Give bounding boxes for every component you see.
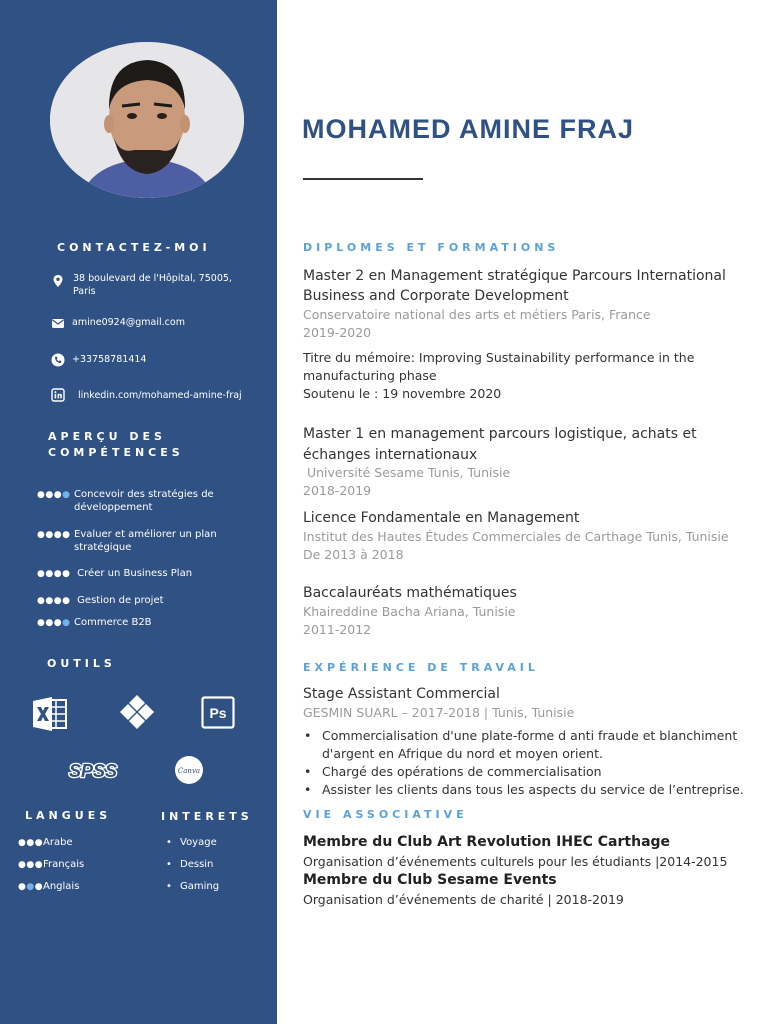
education-2-title-line-1: Master 1 en management parcours logistique, achats et (303, 426, 697, 442)
skill-item: Concevoir des stratégies de développement (74, 489, 214, 513)
tools-section-title: OUTILS (47, 657, 116, 670)
skill-item: Evaluer et améliorer un plan stratégique (74, 529, 217, 553)
photoshop-icon-label: Ps (209, 705, 227, 721)
phone-icon (51, 353, 65, 367)
language-item: Arabe (43, 837, 73, 848)
interest-bullet: • (166, 859, 172, 870)
education-4-title: Baccalauréats mathématiques (303, 585, 517, 601)
language-item: Anglais (43, 881, 80, 892)
education-1-title-line-1: Master 2 en Management stratégique Parcours International (303, 268, 726, 284)
education-section-title: DIPLOMES ET FORMATIONS (303, 241, 560, 254)
bullet-glyph: • (304, 764, 312, 779)
skill-item: Gestion de projet (74, 595, 164, 606)
name-underline (303, 178, 423, 180)
education-2-school: Université Sesame Tunis, Tunisie (303, 465, 511, 480)
canva-icon-label: Canva (177, 767, 201, 775)
interest-item: Voyage (180, 837, 217, 848)
languages-section-title: LANGUES (25, 809, 112, 822)
interest-item: Gaming (180, 881, 220, 892)
association-1-title: Membre du Club Art Revolution IHEC Carthage (303, 834, 671, 850)
profile-photo (50, 42, 244, 198)
bullet-glyph: • (304, 728, 312, 743)
education-2-dates: 2018-2019 (303, 483, 372, 498)
linkedin-link[interactable]: linkedin.com/mohamed-amine-fraj (78, 390, 242, 401)
skill-level-dots: ●●●● (37, 569, 71, 579)
location-pin-icon (51, 274, 65, 288)
email-icon (51, 316, 65, 330)
education-1-title-line-2: Business and Corporate Development (303, 288, 569, 304)
power-bi-diamond-icon (117, 694, 157, 732)
experience-1-meta: GESMIN SUARL – 2017-2018 | Tunis, Tunisie (303, 705, 575, 720)
phone-number[interactable]: +33758781414 (72, 354, 147, 365)
address-line-2: Paris (73, 286, 96, 297)
sidebar (0, 0, 277, 1024)
interest-item: Dessin (180, 859, 214, 870)
language-item: Français (43, 859, 85, 870)
education-3-school: Institut des Hautes Études Commerciales de Carthage Tunis, Tunisie (303, 529, 729, 544)
bullet-glyph: • (304, 782, 312, 797)
education-1-school: Conservatoire national des arts et métiers Paris, France (303, 307, 651, 322)
canva-icon (173, 755, 205, 785)
linkedin-icon (51, 388, 65, 402)
skill-level-dots: ●●●● (37, 490, 71, 500)
education-1-dates: 2019-2020 (303, 325, 372, 340)
contact-section-title: CONTACTEZ-MOI (57, 241, 211, 254)
education-3-title: Licence Fondamentale en Management (303, 510, 580, 526)
association-2-description: Organisation d’événements de charité | 2018-2019 (303, 892, 624, 907)
education-2-title-line-2: échanges internationaux (303, 447, 478, 463)
skill-item: Créer un Business Plan (74, 568, 193, 579)
association-2-title: Membre du Club Sesame Events (303, 872, 557, 888)
candidate-name: MOHAMED AMINE FRAJ (302, 114, 634, 144)
skill-level-dots: ●●●● (37, 618, 71, 628)
skills-section-title-line-2: COMPÉTENCES (48, 446, 184, 459)
language-level-dots: ●●● (18, 838, 44, 848)
education-1-defense-date: Soutenu le : 19 novembre 2020 (303, 386, 502, 401)
address-line-1: 38 boulevard de l'Hôpital, 75005, (73, 273, 232, 284)
education-1-thesis-line-2: manufacturing phase (303, 368, 437, 383)
skill-level-dots: ●●●● (37, 530, 71, 540)
education-4-school: Khaireddine Bacha Ariana, Tunisie (303, 604, 516, 619)
language-level-dots: ●●● (18, 860, 44, 870)
association-1-description: Organisation d’événements culturels pour les étudiants |2014-2015 (303, 854, 728, 869)
education-3-dates: De 2013 à 2018 (303, 547, 404, 562)
education-1-thesis-line-1: Titre du mémoire: Improving Sustainability performance in the (303, 350, 695, 365)
skill-level-dots: ●●●● (37, 596, 71, 606)
spss-icon-label: SPSS (68, 761, 118, 781)
association-section-title: VIE ASSOCIATIVE (303, 808, 468, 821)
profile-photo-illustration (50, 42, 244, 198)
education-4-dates: 2011-2012 (303, 622, 372, 637)
email-link[interactable]: amine0924@gmail.com (72, 317, 185, 328)
experience-1-title: Stage Assistant Commercial (303, 686, 500, 702)
excel-icon (32, 697, 68, 731)
language-level-dots: ●●● (18, 882, 44, 892)
photoshop-icon (201, 696, 235, 729)
spss-icon (66, 757, 120, 783)
skill-item: Commerce B2B (74, 617, 152, 628)
interest-bullet: • (166, 837, 172, 848)
interests-section-title: INTERETS (161, 810, 253, 823)
experience-section-title: EXPÉRIENCE DE TRAVAIL (303, 661, 539, 674)
skills-section-title-line-1: APERÇU DES (48, 430, 166, 443)
interest-bullet: • (166, 881, 172, 892)
